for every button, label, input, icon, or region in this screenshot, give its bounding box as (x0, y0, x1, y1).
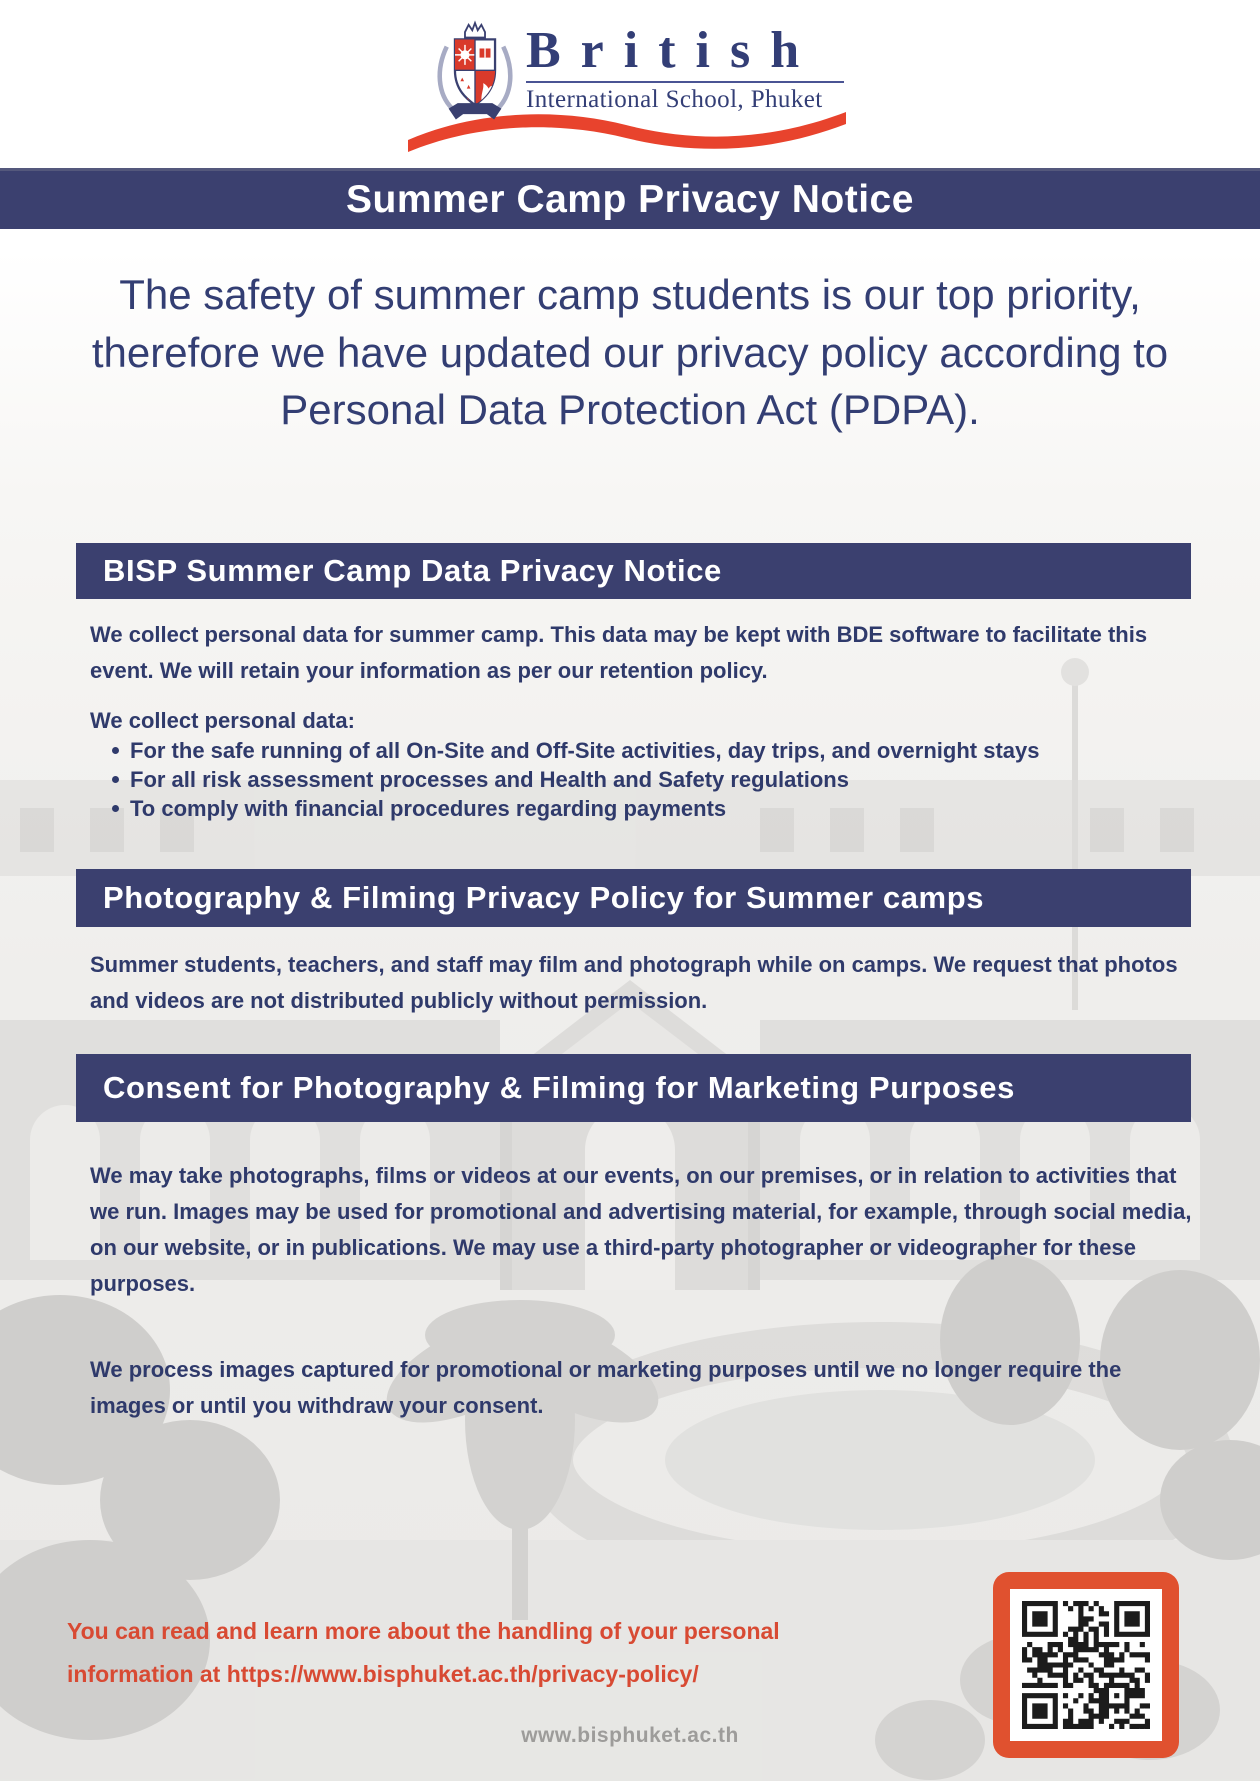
section-paragraph: We process images captured for promotional or marketing purposes until we no longer require the images or until you withdraw your consent. (90, 1357, 1122, 1418)
bullet-dot-icon (112, 776, 119, 783)
section-paragraph: We may take photographs, films or videos at our events, on our premises, or in relation to activities that we run. Images may be used for promotional and advertising material, for example, through social media, on our website, or in publications. We may use a third-party photographer or videographer for these purposes. (90, 1163, 1192, 1296)
bullet-item: For the safe running of all On-Site and Off-Site activities, day trips, and overnight stays (104, 736, 1194, 765)
page-title: Summer Camp Privacy Notice (346, 178, 914, 221)
school-name-sub: International School, Phuket (526, 85, 823, 113)
section-heading-photography-policy: Photography & Filming Privacy Policy for Summer camps (76, 869, 1191, 927)
bullet-item: For all risk assessment processes and Health and Safety regulations (104, 765, 1194, 794)
privacy-policy-link[interactable]: https://www.bisphuket.ac.th/privacy-policy/ (226, 1661, 699, 1687)
page-title-banner (0, 168, 1260, 229)
section-paragraph: We collect personal data: (90, 708, 355, 733)
privacy-policy-note: You can read and learn more about the handling of your personal information at https://www.bisphuket.ac.th/privacy-policy/ (67, 1618, 780, 1687)
school-logo (414, 14, 846, 164)
section-paragraph: We collect personal data for summer camp. This data may be kept with BDE software to facilitate this event. We will retain your information as per our retention policy. (90, 622, 1148, 683)
logo-divider (526, 81, 844, 83)
school-name-main: British (526, 22, 820, 79)
section-heading-consent-marketing: Consent for Photography & Filming for Marketing Purposes (76, 1054, 1191, 1122)
bullet-dot-icon (112, 805, 119, 812)
qr-pattern (1022, 1601, 1150, 1729)
data-collection-bullet-list (104, 736, 1194, 823)
intro-text: The safety of summer camp students is our top priority, therefore we have updated our privacy policy according to Personal Data Protection Act (PDPA). (91, 271, 1169, 434)
bullet-dot-icon (112, 747, 119, 754)
section-heading-data-privacy: BISP Summer Camp Data Privacy Notice (76, 543, 1191, 599)
school-name (526, 24, 846, 114)
section-paragraph: Summer students, teachers, and staff may film and photograph while on camps. We request that photos and videos are not distributed publicly without permission. (90, 952, 1178, 1013)
bullet-item: To comply with financial procedures regarding payments (104, 794, 1194, 823)
school-crest-icon (434, 16, 516, 132)
website-footer: www.bisphuket.ac.th (521, 1724, 739, 1747)
